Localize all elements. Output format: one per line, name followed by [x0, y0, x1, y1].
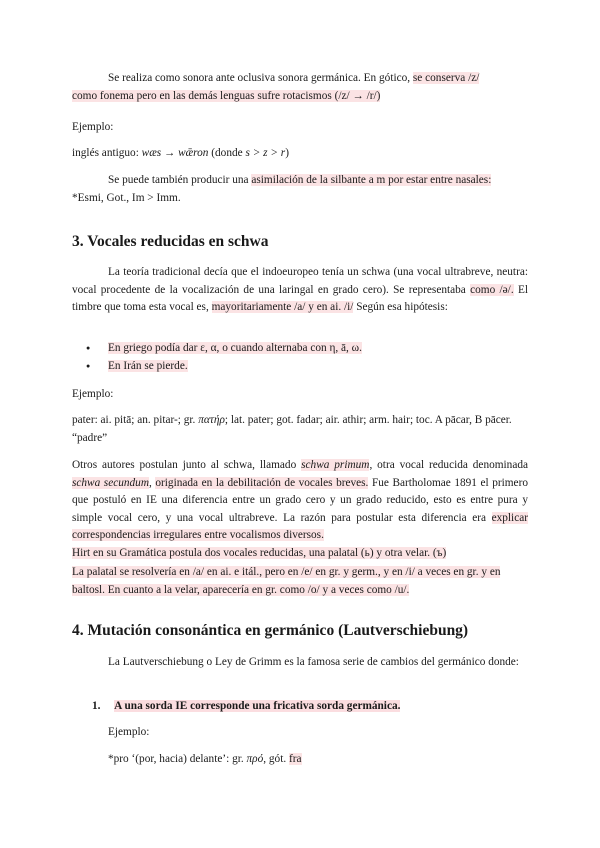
paragraph-schwa-theory: La teoría tradicional decía que el indoeuropeo tenía un schwa (una vocal ultrabreve, neutra: vocal procedente de la vocalización de una laringal en grado cero). Se representaba como /ə/. El timbre que toma esta vocal es, mayoritariamente /a/ y en ai. /i/ Según esa hipótesis:: [72, 266, 528, 314]
rule-text: A una sorda IE corresponde una fricativa sorda germánica.: [114, 700, 401, 712]
example-pro: *pro ‘(por, hacia) delante’: gr. πρό, gót. fra: [108, 753, 302, 765]
bullet-list: [72, 340, 528, 375]
example-old-english: inglés antiguo: wæs → wǣron (donde s > z > r): [72, 147, 289, 159]
highlight: se conserva /z/: [412, 72, 480, 84]
list-item: ● En Irán se pierde.: [72, 358, 528, 376]
example-label: Ejemplo:: [72, 121, 114, 133]
example-pater: pater: ai. pitā; an. pitar-; gr. πατήρ; lat. pater; got. fadar; air. athir; arm. hair; toc. A pācar, B pācer. “padre”: [72, 414, 512, 444]
highlight: asimilación de la silbante a m por estar entre nasales:: [251, 174, 492, 186]
paragraph-rhotacism: [72, 70, 528, 105]
highlight: como fonema pero en las demás lenguas sufre rotacismos (/z/ → /r/): [72, 89, 381, 102]
text: Se realiza como sonora ante oclusiva sonora germánica. En gótico,: [108, 72, 413, 84]
rule-number: 1.: [92, 700, 101, 712]
paragraph-assimilation: Se puede también producir una asimilación de la silbante a m por estar entre nasales: *Esmi, Got., Im > Imm.: [72, 174, 492, 204]
paragraph-schwa-secundum: Otros autores postulan junto al schwa, llamado schwa primum, otra vocal reducida denominada schwa secundum, originada en la debilitación de vocales breves. Fue Bartholomae 1891 el primero que postuló en IE una diferencia entre un grado cero y un grado reducido, esto es entre pura y simple vocal cero, y una vocal ultrabreve. La razón para postular esta diferencia era explicar correspondencias irregulares entre vocalismos diversos. Hirt en su Gramática postula dos vocales reducidas, una palatal (ь) y otra velar. (ъ): [72, 459, 528, 559]
example-label: Ejemplo:: [72, 388, 114, 400]
highlight: mayoritariamente /a/ y en ai. /i/: [211, 301, 354, 314]
example-label: Ejemplo:: [108, 726, 150, 738]
list-item: ● En griego podía dar ε, α, o cuando alternaba con η, ā, ω.: [72, 340, 528, 358]
section-heading-3: 3. Vocales reducidas en schwa: [72, 233, 269, 250]
paragraph-palatal-velar: La palatal se resolvería en /a/ en ai. e itál., pero en /e/ en gr. y germ., y en /i/ a veces en gr. y en baltosl. En cuanto a la velar, aparecería en gr. como /o/ y a veces como /u/.: [72, 566, 501, 596]
section-heading-4: 4. Mutación consonántica en germánico (Lautverschiebung): [72, 622, 469, 639]
rule-1: [72, 698, 528, 716]
paragraph-grimm: La Lautverschiebung o Ley de Grimm es la famosa serie de cambios del germánico donde:: [108, 656, 519, 668]
highlight: como /ə/.: [470, 283, 514, 296]
